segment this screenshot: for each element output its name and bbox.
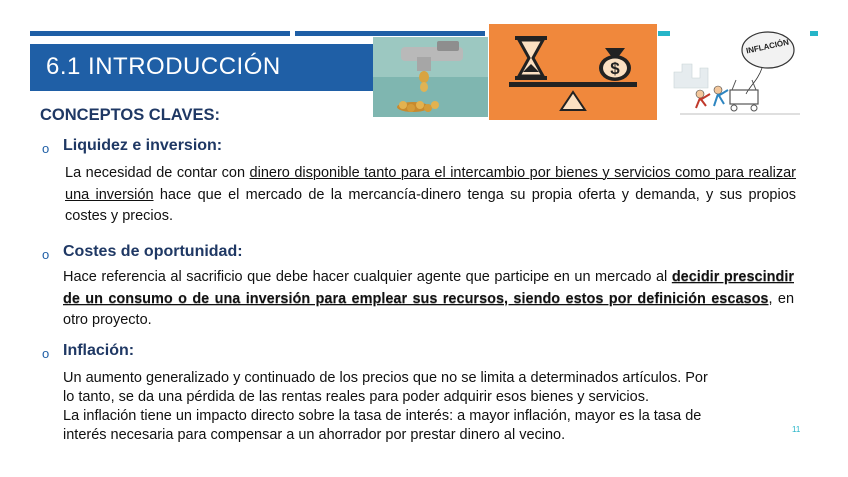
- heading-costes-oportunidad: Costes de oportunidad:: [63, 243, 243, 260]
- slide-title: 6.1 INTRODUCCIÓN: [46, 53, 281, 80]
- money-fountain-image: [373, 37, 488, 117]
- bullet-marker: o: [42, 141, 50, 156]
- heading-liquidez: Liquidez e inversion:: [63, 137, 223, 154]
- money-time-scale-image: [489, 24, 657, 120]
- text-line: Un aumento generalizado y continuado de los precios que no se limita a determinados artículos. Por: [63, 370, 708, 386]
- page-number: 11: [792, 425, 801, 434]
- bullet-marker: o: [42, 247, 50, 262]
- paragraph-inflacion: [63, 369, 801, 445]
- dollar-icon: $: [610, 59, 620, 78]
- text-segment: hace que el mercado de la mercancía-dinero tenga su propia oferta y demanda, y sus propios costes y precios.: [65, 186, 797, 224]
- text-line: La inflación tiene un impacto directo sobre la tasa de interés: a mayor inflación, mayor es la tasa de: [63, 408, 702, 424]
- text-line: interés necesaria para compensar a un ahorrador por prestar dinero al vecino.: [63, 427, 566, 443]
- text-segment: La necesidad de contar con: [65, 165, 250, 181]
- top-rule-left: [30, 31, 290, 36]
- inflation-balloon-cartoon: [670, 28, 810, 120]
- heading-inflacion: Inflación:: [63, 342, 135, 359]
- underlined-text: dinero disponible tanto para el intercambio por bienes y servicios como para realizar una inversión: [65, 165, 797, 203]
- text-segment: , en otro proyecto.: [63, 290, 795, 328]
- text-line: lo tanto, se da una pérdida de las rentas reales para poder adquirir esos bienes y servicios.: [63, 389, 649, 405]
- highlighted-text: decidir prescindir de un consumo o de una inversión para emplear sus recursos, siendo estos por definición escasos: [63, 269, 794, 307]
- top-rule-middle: [295, 31, 485, 36]
- paragraph-liquidez: [65, 163, 796, 228]
- paragraph-costes-oportunidad: [63, 267, 794, 332]
- balloon-label: INFLACIÓN: [745, 37, 790, 56]
- bullet-marker: o: [42, 346, 50, 361]
- section-subtitle: CONCEPTOS CLAVES:: [40, 106, 220, 124]
- text-segment: Hace referencia al sacrificio que debe hacer cualquier agente que participe en un mercado al: [63, 269, 672, 285]
